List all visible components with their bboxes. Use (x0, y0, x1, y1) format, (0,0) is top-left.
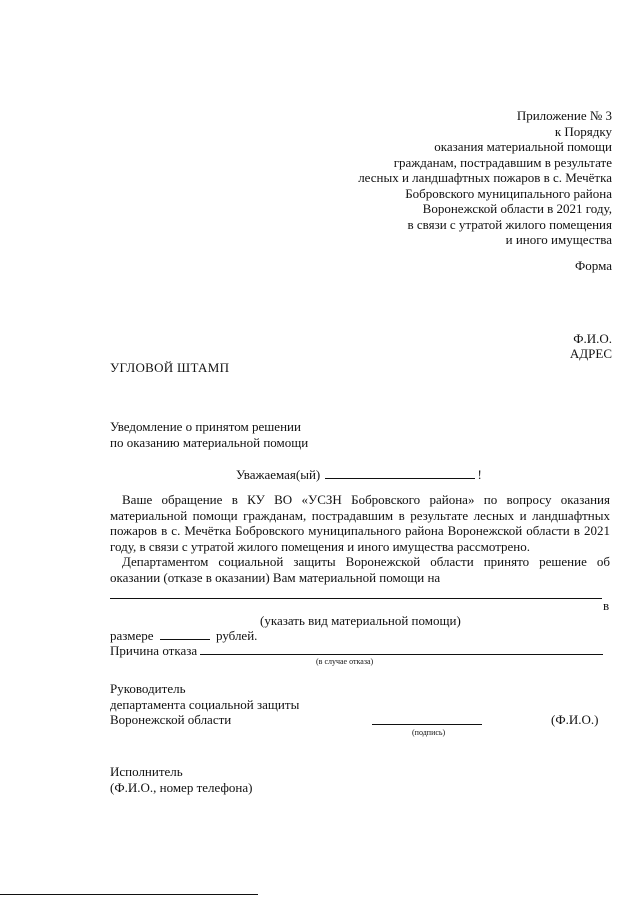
greeting-suffix: ! (477, 467, 482, 482)
body-text (110, 492, 610, 585)
executor-label: Исполнитель (110, 764, 183, 779)
body-paragraph: Департаментом социальной защиты Воронежской области принято решение об оказании (отказе в оказании) Вам материальной помощи на (110, 554, 610, 585)
greeting-name-blank[interactable] (325, 466, 475, 479)
head-signatory (110, 681, 299, 728)
footnote-divider (0, 894, 258, 895)
corner-stamp-label: УГЛОВОЙ ШТАМП (110, 360, 230, 375)
appendix-line: и иного имущества (505, 232, 612, 247)
appendix-line: к Порядку (554, 123, 612, 139)
appendix-header (282, 108, 612, 248)
recipient-block (570, 331, 612, 361)
amount-prefix: размере (110, 628, 154, 643)
body-paragraph: Ваше обращение в КУ ВО «УСЗН Бобровского района» по вопросу оказания материальной помощи гражданам, пострадавшим в результате лесных и ландшафтных пожаров в с. Мечётка Бобровского муниципального района Воронежской области в 2021 году, в связи с утратой жилого помещения и иного имущества рассмотрено. (110, 492, 610, 554)
appendix-line: Бобровского муниципального района (405, 185, 612, 201)
form-label: Форма (575, 258, 612, 273)
refusal-hint: (в случае отказа) (316, 657, 374, 666)
notice-title (110, 419, 308, 450)
appendix-line: Воронежской области в 2021 году, (422, 201, 612, 216)
aid-type-blank-line[interactable] (110, 598, 602, 599)
amount-suffix: рублей. (216, 628, 258, 643)
head-fio: (Ф.И.О.) (551, 712, 599, 727)
executor-block (110, 764, 252, 795)
executor-details: (Ф.И.О., номер телефона) (110, 779, 253, 795)
appendix-line: гражданам, пострадавшим в результате (393, 154, 612, 170)
recipient-address: АДРЕС (569, 346, 612, 361)
head-title-line: Воронежской области (110, 712, 232, 727)
greeting-prefix: Уважаемая(ый) (236, 467, 321, 482)
aid-type-hint: (указать вид материальной помощи) (260, 613, 461, 628)
refusal-reason-label: Причина отказа (110, 643, 198, 658)
appendix-line: в связи с утратой жилого помещения (407, 216, 612, 232)
appendix-line: лесных и ландшафтных пожаров в с. Мечётка (358, 170, 612, 185)
notice-title-line: Уведомление о принятом решении (110, 419, 301, 434)
appendix-line: оказания материальной помощи (434, 139, 612, 154)
greeting (236, 466, 482, 483)
head-title-line: Руководитель (110, 681, 186, 696)
aid-type-suffix: в (603, 598, 610, 613)
notice-title-line: по оказанию материальной помощи (110, 434, 309, 450)
amount-line (110, 628, 257, 644)
signature-blank-line[interactable] (372, 724, 482, 725)
appendix-line: Приложение № 3 (516, 108, 612, 123)
head-title-line: департамента социальной защиты (110, 696, 300, 712)
signature-hint: (подпись) (412, 728, 446, 737)
refusal-reason-blank[interactable] (200, 643, 603, 655)
amount-blank[interactable] (160, 628, 210, 640)
recipient-name: Ф.И.О. (573, 331, 612, 346)
